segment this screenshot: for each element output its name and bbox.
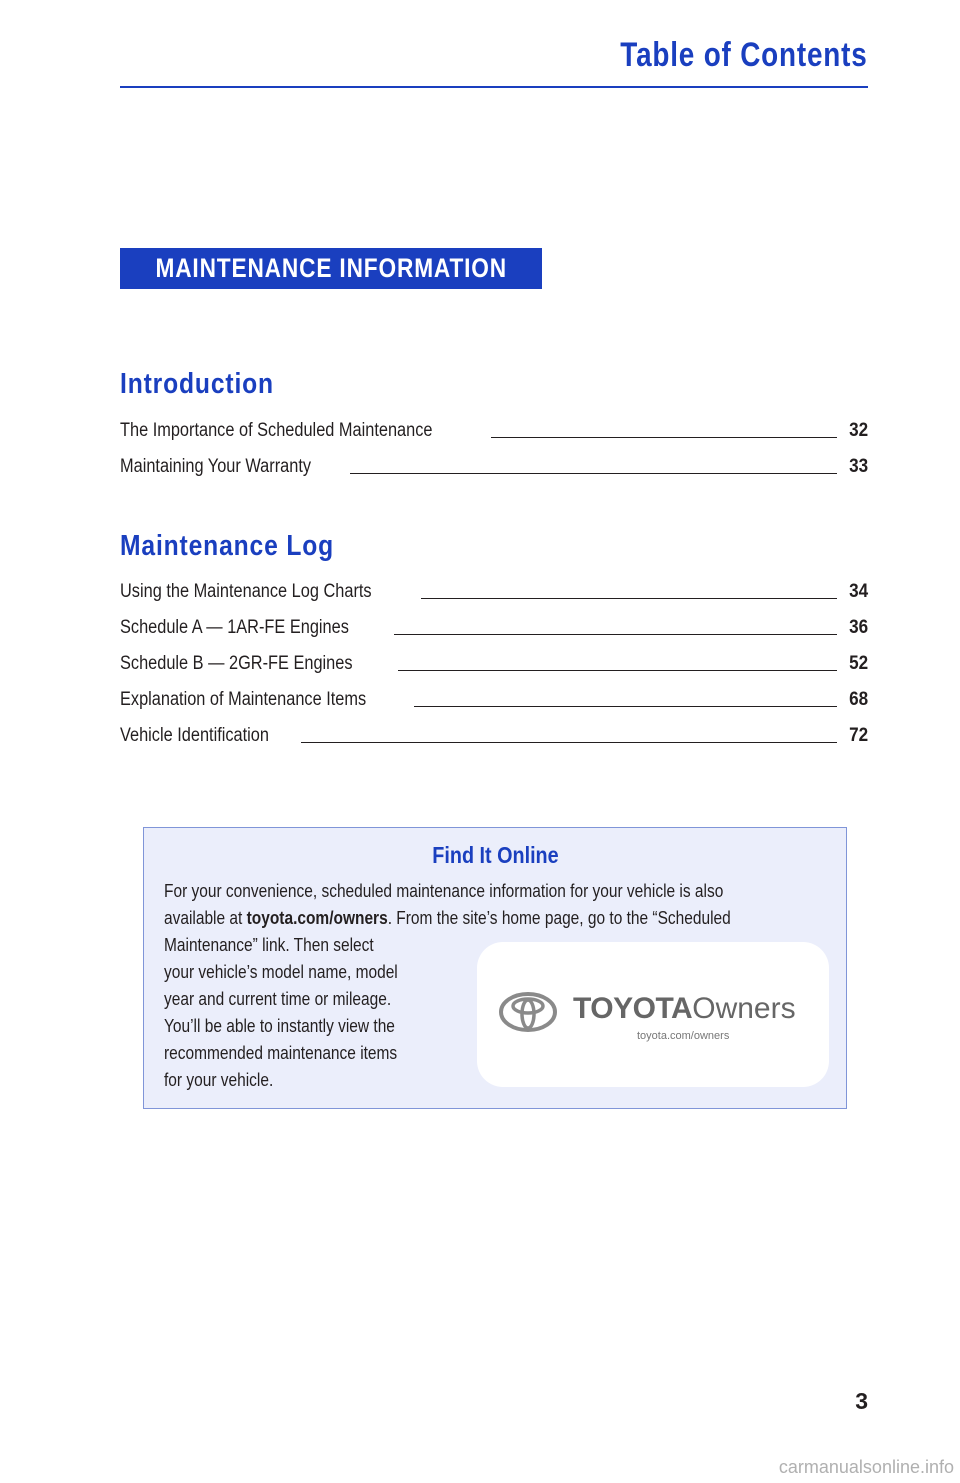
callout-line: You’ll be able to instantly view the (164, 1016, 395, 1036)
page-title: Table of Contents (620, 36, 868, 74)
toc-leader-line (350, 473, 837, 474)
toc-leader-line (421, 598, 837, 599)
callout-line: year and current time or mileage. (164, 989, 392, 1009)
toc-entry-label: The Importance of Scheduled Maintenance (120, 420, 433, 441)
toc-leader-line (394, 634, 837, 635)
toc-heading-maintenance-log: Maintenance Log (120, 530, 335, 562)
toc-leader-line (491, 437, 837, 438)
toc-entry-page: 34 (848, 581, 868, 602)
toc-leader-line (301, 742, 837, 743)
callout-line: for your vehicle. (164, 1070, 274, 1090)
callout-text-fragment: . From the site’s home page, go to the “Scheduled (387, 908, 731, 928)
logo-wordmark (573, 992, 796, 1026)
toc-entry[interactable] (120, 416, 868, 442)
logo-owners-text: Owners (692, 992, 796, 1025)
toc-entry-label: Explanation of Maintenance Items (120, 689, 367, 710)
logo-url-text: toyota.com/owners (637, 1030, 730, 1042)
toyota-owners-logo (477, 942, 829, 1087)
find-it-online-callout (143, 827, 847, 1109)
toc-leader-line (414, 706, 837, 707)
callout-text-fragment: available at (164, 908, 247, 928)
callout-line: your vehicle’s model name, model (164, 962, 398, 982)
toc-entry-label: Schedule B — 2GR-FE Engines (120, 653, 353, 674)
section-banner-label: MAINTENANCE INFORMATION (155, 253, 507, 283)
toc-entry-page: 33 (848, 456, 868, 477)
toc-entry[interactable] (120, 685, 868, 711)
toc-entry[interactable] (120, 721, 868, 747)
toc-leader-line (398, 670, 837, 671)
page-number: 3 (855, 1388, 868, 1414)
toc-entry-label: Vehicle Identification (120, 725, 269, 746)
watermark: carmanualsonline.info (778, 1457, 954, 1477)
toc-entry[interactable] (120, 452, 868, 478)
toc-entry[interactable] (120, 613, 868, 639)
toc-entry-page: 32 (848, 420, 868, 441)
toc-entry[interactable] (120, 577, 868, 603)
header-divider (120, 86, 868, 88)
callout-title (144, 842, 846, 869)
toc-entry-label: Schedule A — 1AR-FE Engines (120, 617, 349, 638)
toc-heading-introduction: Introduction (120, 368, 274, 400)
section-banner (120, 248, 542, 289)
toc-entry-page: 52 (848, 653, 868, 674)
toyota-emblem-icon (499, 992, 557, 1032)
toc-entry-page: 72 (848, 725, 868, 746)
callout-line: recommended maintenance items (164, 1043, 398, 1063)
toc-entry-label: Maintaining Your Warranty (120, 456, 312, 477)
toc-entry-label: Using the Maintenance Log Charts (120, 581, 372, 602)
toc-entry-page: 68 (848, 689, 868, 710)
logo-brand-text: TOYOTA (573, 992, 693, 1025)
callout-title-text: Find It Online (431, 842, 559, 868)
owners-site-link[interactable]: toyota.com/owners (246, 908, 388, 928)
callout-line (164, 905, 757, 932)
callout-line: Maintenance” link. Then select (164, 935, 374, 955)
toc-entry[interactable] (120, 649, 868, 675)
toc-entry-page: 36 (848, 617, 868, 638)
callout-line: For your convenience, scheduled maintenance information for your vehicle is also (164, 881, 724, 901)
